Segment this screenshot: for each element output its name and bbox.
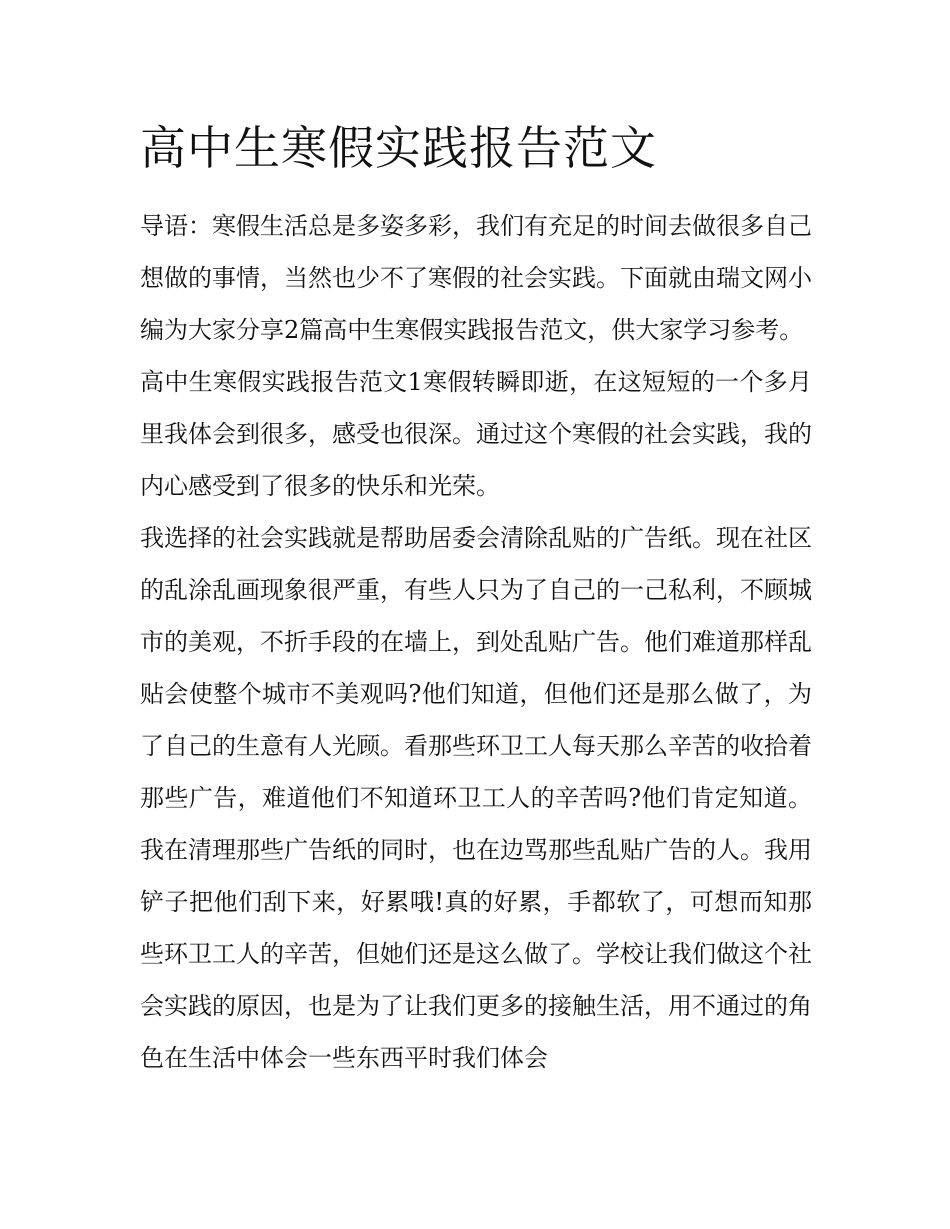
document-title: 高中生寒假实践报告范文 <box>140 121 657 175</box>
document-page <box>140 118 812 1084</box>
paragraph-intro: 导语：寒假生活总是多姿多彩，我们有充足的时间去做很多自己想做的事情，当然也少不了寒假的社会实践。下面就由瑞文网小编为大家分享2篇高中生寒假实践报告范文，供大家学习参考。 <box>140 212 812 344</box>
paragraph-report-1-opening: 高中生寒假实践报告范文1寒假转瞬即逝，在这短短的一个多月里我体会到很多，感受也很深。通过这个寒假的社会实践，我的内心感受到了很多的快乐和光荣。 <box>140 368 812 500</box>
paragraph-report-1-body: 我选择的社会实践就是帮助居委会清除乱贴的广告纸。现在社区的乱涂乱画现象很严重，有些人只为了自己的一己私利，不顾城市的美观，不折手段的在墙上，到处乱贴广告。他们难道那样乱贴会使整个城市不美观吗?他们知道，但他们还是那么做了，为了自己的生意有人光顾。看那些环卫工人每天那么辛苦的收拾着那些广告，难道他们不知道环卫工人的辛苦吗?他们肯定知道。我在清理那些广告纸的同时，也在边骂那些乱贴广告的人。我用铲子把他们刮下来，好累哦!真的好累，手都软了，可想而知那些环卫工人的辛苦，但她们还是这么做了。学校让我们做这个社会实践的原因，也是为了让我们更多的接触生活，用不通过的角色在生活中体会一些东西平时我们体会 <box>140 524 812 1072</box>
